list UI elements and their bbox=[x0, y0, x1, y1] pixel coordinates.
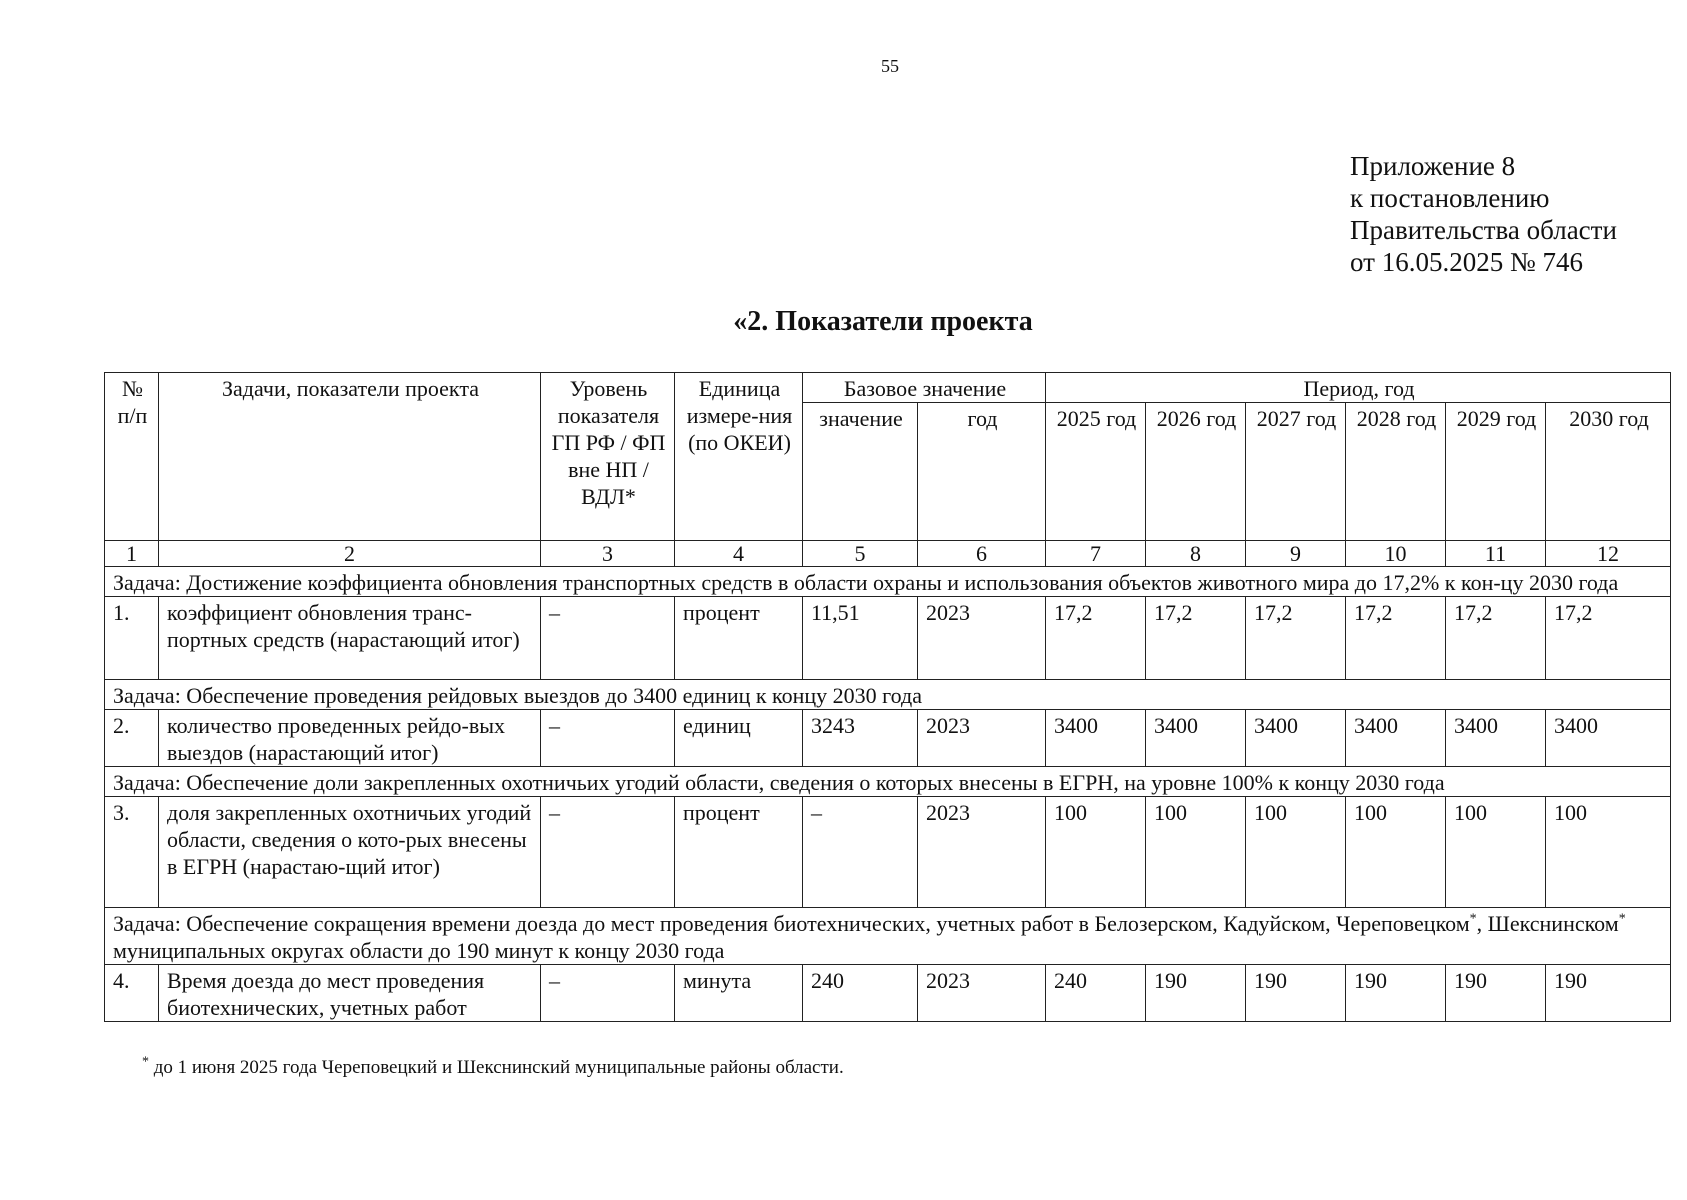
row-value-2026: 3400 bbox=[1146, 710, 1246, 767]
task-text: Задача: Обеспечение проведения рейдовых выездов до 3400 единиц к концу 2030 года bbox=[105, 680, 1671, 710]
task-text-part: муниципальных округах области до 190 минут к концу 2030 года bbox=[113, 938, 725, 963]
header-year-2026: 2026 год bbox=[1146, 403, 1246, 541]
column-number: 4 bbox=[675, 541, 803, 567]
indicator-row bbox=[105, 797, 1671, 908]
row-num: 1. bbox=[105, 597, 159, 680]
row-base-value: 240 bbox=[803, 965, 918, 1022]
row-value-2026: 190 bbox=[1146, 965, 1246, 1022]
indicator-row bbox=[105, 597, 1671, 680]
header-year-2028: 2028 год bbox=[1346, 403, 1446, 541]
header-year-2027: 2027 год bbox=[1246, 403, 1346, 541]
row-value-2025: 17,2 bbox=[1046, 597, 1146, 680]
row-value-2028: 190 bbox=[1346, 965, 1446, 1022]
header-tasks: Задачи, показатели проекта bbox=[159, 373, 541, 541]
row-value-2030: 3400 bbox=[1546, 710, 1671, 767]
header-unit: Единица измере-ния (по ОКЕИ) bbox=[675, 373, 803, 541]
task-text: Задача: Достижение коэффициента обновления транспортных средств в области охраны и использования объектов животного мира до 17,2% к кон-цу 2030 года bbox=[105, 567, 1671, 597]
column-number: 7 bbox=[1046, 541, 1146, 567]
column-number: 11 bbox=[1446, 541, 1546, 567]
row-level: – bbox=[541, 597, 675, 680]
header-base-value: значение bbox=[803, 403, 918, 541]
indicators-table bbox=[104, 372, 1671, 1022]
row-value-2025: 100 bbox=[1046, 797, 1146, 908]
task-row bbox=[105, 908, 1671, 965]
row-value-2027: 190 bbox=[1246, 965, 1346, 1022]
indicator-row bbox=[105, 710, 1671, 767]
row-value-2027: 3400 bbox=[1246, 710, 1346, 767]
row-value-2028: 17,2 bbox=[1346, 597, 1446, 680]
row-name: количество проведенных рейдо-вых выездов (нарастающий итог) bbox=[159, 710, 541, 767]
header-base: Базовое значение bbox=[803, 373, 1046, 403]
row-name: Время доезда до мест проведения биотехнических, учетных работ bbox=[159, 965, 541, 1022]
header-period: Период, год bbox=[1046, 373, 1671, 403]
column-number: 1 bbox=[105, 541, 159, 567]
row-unit: единиц bbox=[675, 710, 803, 767]
task-text-part: , Шекснинском bbox=[1476, 911, 1619, 936]
task-text bbox=[105, 908, 1671, 965]
row-value-2026: 100 bbox=[1146, 797, 1246, 908]
appendix-line: от 16.05.2025 № 746 bbox=[1350, 247, 1583, 277]
row-value-2029: 100 bbox=[1446, 797, 1546, 908]
page-number: 55 bbox=[881, 56, 899, 76]
row-value-2029: 17,2 bbox=[1446, 597, 1546, 680]
row-value-2030: 190 bbox=[1546, 965, 1671, 1022]
header-base-year: год bbox=[918, 403, 1046, 541]
column-number: 2 bbox=[159, 541, 541, 567]
row-base-year: 2023 bbox=[918, 797, 1046, 908]
row-name: доля закрепленных охотничьих угодий области, сведения о кото-рых внесены в ЕГРН (нарастаю-щий итог) bbox=[159, 797, 541, 908]
header-year-2029: 2029 год bbox=[1446, 403, 1546, 541]
row-base-year: 2023 bbox=[918, 965, 1046, 1022]
row-value-2028: 3400 bbox=[1346, 710, 1446, 767]
footnote-marker: * bbox=[1618, 911, 1626, 927]
row-value-2027: 17,2 bbox=[1246, 597, 1346, 680]
row-base-value: 11,51 bbox=[803, 597, 918, 680]
column-number: 9 bbox=[1246, 541, 1346, 567]
appendix-block bbox=[1350, 150, 1680, 278]
row-level: – bbox=[541, 965, 675, 1022]
task-row bbox=[105, 767, 1671, 797]
row-base-value: 3243 bbox=[803, 710, 918, 767]
footnote-marker: * bbox=[142, 1054, 149, 1070]
header-year-2025: 2025 год bbox=[1046, 403, 1146, 541]
header-num: № п/п bbox=[105, 373, 159, 541]
column-number: 8 bbox=[1146, 541, 1246, 567]
column-number: 12 bbox=[1546, 541, 1671, 567]
column-number: 3 bbox=[541, 541, 675, 567]
row-value-2029: 190 bbox=[1446, 965, 1546, 1022]
footnote-marker: * bbox=[1469, 911, 1477, 927]
column-number: 5 bbox=[803, 541, 918, 567]
header-row bbox=[105, 373, 1671, 403]
row-base-year: 2023 bbox=[918, 710, 1046, 767]
row-value-2028: 100 bbox=[1346, 797, 1446, 908]
appendix-line: Приложение 8 bbox=[1350, 151, 1516, 181]
row-num: 4. bbox=[105, 965, 159, 1022]
row-value-2030: 17,2 bbox=[1546, 597, 1671, 680]
footnote-text: до 1 июня 2025 года Череповецкий и Шекснинский муниципальные районы области. bbox=[149, 1057, 844, 1078]
row-value-2026: 17,2 bbox=[1146, 597, 1246, 680]
footnote bbox=[142, 1054, 1642, 1079]
row-level: – bbox=[541, 710, 675, 767]
column-number: 10 bbox=[1346, 541, 1446, 567]
row-base-value: – bbox=[803, 797, 918, 908]
row-value-2030: 100 bbox=[1546, 797, 1671, 908]
indicator-row bbox=[105, 965, 1671, 1022]
header-level: Уровень показателя ГП РФ / ФП вне НП / ВДЛ* bbox=[541, 373, 675, 541]
task-text: Задача: Обеспечение доли закрепленных охотничьих угодий области, сведения о которых внесены в ЕГРН, на уровне 100% к концу 2030 года bbox=[105, 767, 1671, 797]
column-number-row bbox=[105, 541, 1671, 567]
row-unit: процент bbox=[675, 597, 803, 680]
appendix-line: к постановлению bbox=[1350, 183, 1550, 213]
task-row bbox=[105, 567, 1671, 597]
appendix-line: Правительства области bbox=[1350, 215, 1617, 245]
row-num: 2. bbox=[105, 710, 159, 767]
row-num: 3. bbox=[105, 797, 159, 908]
task-row bbox=[105, 680, 1671, 710]
document-title: «2. Показатели проекта bbox=[733, 306, 1033, 337]
row-unit: процент bbox=[675, 797, 803, 908]
row-value-2025: 3400 bbox=[1046, 710, 1146, 767]
row-level: – bbox=[541, 797, 675, 908]
row-value-2025: 240 bbox=[1046, 965, 1146, 1022]
header-year-2030: 2030 год bbox=[1546, 403, 1671, 541]
row-base-year: 2023 bbox=[918, 597, 1046, 680]
row-unit: минута bbox=[675, 965, 803, 1022]
row-name: коэффициент обновления транс-портных средств (нарастающий итог) bbox=[159, 597, 541, 680]
row-value-2027: 100 bbox=[1246, 797, 1346, 908]
task-text-part: Задача: Обеспечение сокращения времени доезда до мест проведения биотехнических, учетных работ в Белозерском, Кадуйском, Череповецком bbox=[113, 911, 1470, 936]
column-number: 6 bbox=[918, 541, 1046, 567]
row-value-2029: 3400 bbox=[1446, 710, 1546, 767]
